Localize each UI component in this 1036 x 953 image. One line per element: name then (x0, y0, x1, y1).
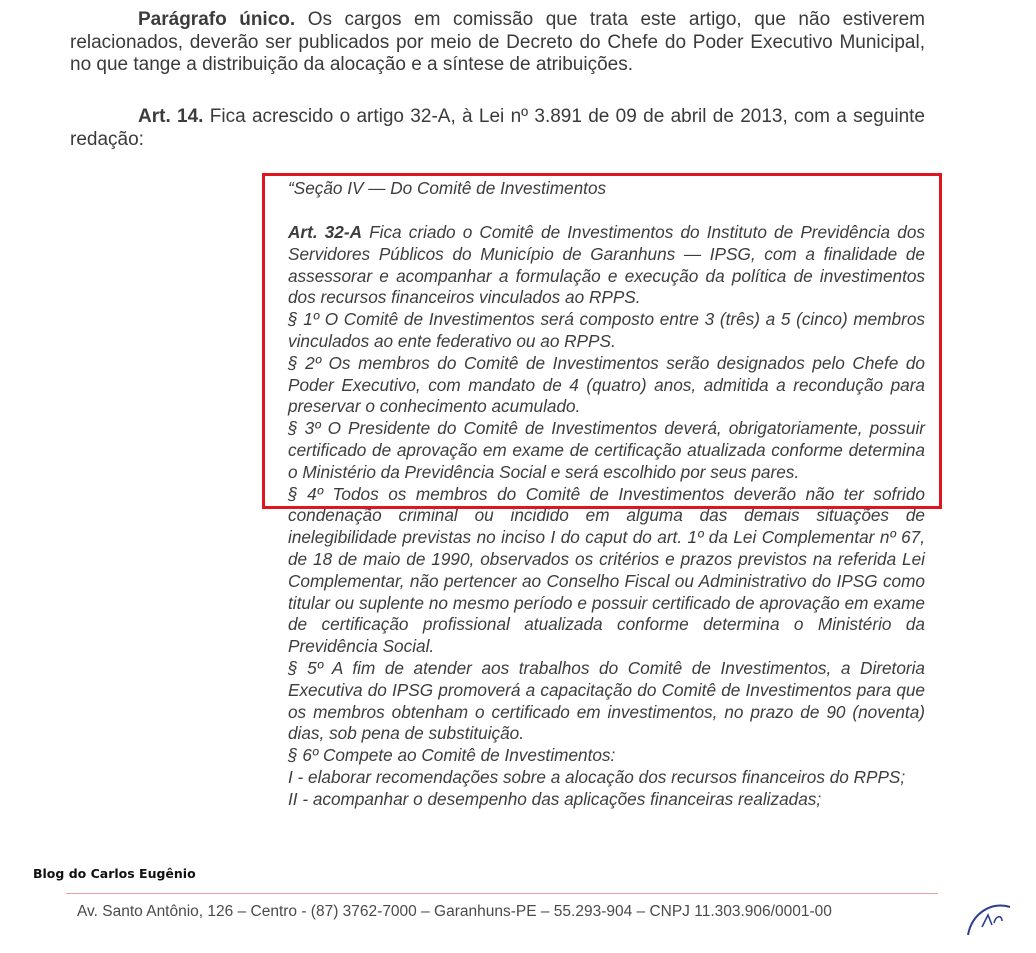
paragrafo-unico (70, 9, 925, 77)
art-32a-label: Art. 32-A (288, 222, 362, 242)
art-14-label: Art. 14. (138, 106, 204, 127)
section-heading: “Seção IV — Do Comitê de Investimentos (288, 178, 607, 198)
paragraph-3: § 3º O Presidente do Comitê de Investimentos deverá, obrigatoriamente, possuir certificado de aprovação em exame de certificação atualizada conforme determina o Ministério da Previdência Social e será escolhido por seus pares. (288, 418, 925, 482)
paragraph-4: § 4º Todos os membros do Comitê de Investimentos deverão não ter sofrido condenação criminal ou incidido em alguma das demais situações de inelegibilidade previstas no inciso I do caput do art. 1º da Lei Complementar nº 67, de 18 de maio de 1990, observados os critérios e prazos previstos na referida Lei Complementar, não pertencer ao Conselho Fiscal ou Administrativo do IPSG como titular ou suplente no mesmo período e possuir certificado de aprovação em exame de certificação profissional atualizada conforme determina o Ministério da Previdência Social. (288, 483, 925, 657)
highlight-box (262, 173, 942, 509)
paragraph-1: § 1º O Comitê de Investimentos será composto entre 3 (três) a 5 (cinco) membros vinculados ao ente federativo ou ao RPPS. (288, 309, 925, 351)
paragraph-6: § 6º Compete ao Comitê de Investimentos: (288, 745, 616, 766)
art-14 (70, 106, 925, 151)
paragraph-2: § 2º Os membros do Comitê de Investimentos serão designados pelo Chefe do Poder Executivo, com mandato de 4 (quatro) anos, admitida a recondução para preservar o conhecimento acumulado. (288, 352, 925, 417)
footer-address: Av. Santo Antônio, 126 – Centro - (87) 3762-7000 – Garanhuns-PE – 55.293-904 – CNPJ 11.303.906/0001-00 (77, 903, 832, 920)
watermark: Blog do Carlos Eugênio (33, 866, 196, 881)
paragrafo-unico-label: Parágrafo único. (138, 9, 296, 30)
paragrafo-unico-text: Os cargos em comissão que trata este artigo, que não estiverem relacionados, deverão ser publicados por meio de Decreto do Chefe do Poder Executivo Municipal, no que tange a distribuição da alocação e a síntese de atribuições. (70, 9, 926, 75)
art-14-text: Fica acrescido o artigo 32-A, à Lei nº 3.891 de 09 de abril de 2013, com a seguinte redação: (70, 106, 925, 150)
stamp-icon (962, 893, 1022, 953)
footer-divider (66, 893, 938, 894)
paragraph-5: § 5º A fim de atender aos trabalhos do Comitê de Investimentos, a Diretoria Executiva do IPSG promoverá a capacitação do Comitê de Investimentos para que os membros obtenham o certificado em investimentos, no prazo de 90 (noventa) dias, sob pena de substituição. (288, 657, 925, 744)
art-32a-text: Fica criado o Comitê de Investimentos do Instituto de Previdência dos Servidores Públicos do Município de Garanhuns — IPSG, com a finalidade de assessorar e acompanhar a formulação e execução da política de investimentos dos recursos financeiros vinculados ao RPPS. (288, 222, 925, 308)
inciso-2: II - acompanhar o desempenho das aplicações financeiras realizadas; (288, 788, 822, 809)
inciso-1: I - elaborar recomendações sobre a alocação dos recursos financeiros do RPPS; (288, 766, 906, 787)
